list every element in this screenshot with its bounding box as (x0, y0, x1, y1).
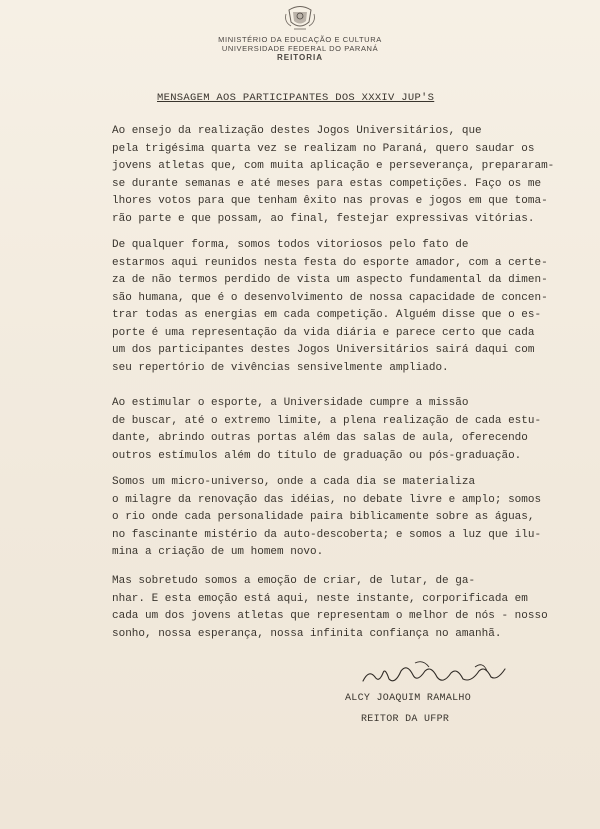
text-line: porte é uma representação da vida diária e parece certo que cada (112, 326, 535, 339)
text-line: Mas sobretudo somos a emoção de criar, de lutar, de ga- (112, 575, 476, 587)
text-line: Ao ensejo da realização destes Jogos Universitários, que (112, 125, 482, 137)
text-line: estarmos aqui reunidos nesta festa do esporte amador, com a certe- (112, 256, 548, 269)
ministry-name: MINISTÉRIO DA EDUCAÇÃO E CULTURA (218, 35, 382, 44)
handwritten-signature-icon (355, 657, 515, 689)
signer-block (345, 688, 471, 730)
text-line: De qualquer forma, somos todos vitoriosos pelo fato de (112, 239, 469, 251)
office-name: REITORIA (276, 53, 324, 62)
text-line: Ao estimular o esporte, a Universidade cumpre a missão (112, 397, 469, 409)
text-line: outros estímulos além do título de graduação ou pós-graduação. (112, 449, 522, 462)
text-line: nhar. E esta emoção está aqui, neste instante, corporificada em (112, 592, 528, 605)
text-line: rão parte e que possam, ao final, festejar expressivas vitórias. (112, 212, 535, 225)
signer-role: REITOR DA UFPR (361, 714, 450, 725)
text-line: cada um dos jovens atletas que representam o melhor de nós - nosso (112, 610, 548, 622)
paragraph-2 (112, 237, 572, 377)
text-line: lhores votos para que tenham êxito nas provas e jogos em que toma- (112, 195, 548, 207)
text-line: se durante semanas e até meses para estas competições. Faço os me (112, 177, 542, 190)
text-line: trar todas as energias em cada competição. Alguém disse que o es- (112, 309, 542, 321)
document-title: MENSAGEM AOS PARTICIPANTES DOS XXXIV JUP'S (157, 92, 435, 104)
text-line: de buscar, até o extremo limite, a plena realização de cada estu- (112, 414, 542, 427)
text-line: pela trigésima quarta vez se realizam no Paraná, quero saudar os (112, 142, 535, 155)
text-line: dante, abrindo outras portas além das salas de aula, oferecendo (112, 432, 528, 444)
text-line: Somos um micro-universo, onde a cada dia se materializa (112, 476, 476, 488)
university-name: UNIVERSIDADE FEDERAL DO PARANÁ (221, 44, 379, 53)
text-line: mina a criação de um homem novo. (112, 546, 324, 558)
text-line: o milagre da renovação das idéias, no debate livre e amplo; somos (112, 493, 542, 506)
paragraph-1 (112, 123, 572, 228)
text-line: um dos participantes destes Jogos Universitários sairá daqui com (112, 344, 535, 356)
text-line: za de não termos perdido de vista um aspecto fundamental da dimen- (112, 274, 548, 286)
paragraph-3 (112, 395, 572, 465)
text-line: jovens atletas que, com muita aplicação e perseverança, prepararam- (112, 160, 555, 172)
text-line: são humana, que é o desenvolvimento de nossa capacidade de concen- (112, 291, 548, 304)
text-line: o rio onde cada personalidade paira biblicamente sobre as águas, (112, 511, 535, 523)
coat-of-arms-seal-icon (283, 2, 317, 32)
text-line: no fascinante mistério da auto-descoberta; e somos a luz que ilu- (112, 528, 542, 541)
signer-name: ALCY JOAQUIM RAMALHO (345, 693, 472, 704)
paragraph-4 (112, 474, 572, 562)
letterhead (150, 35, 450, 62)
text-line: sonho, nossa esperança, nossa infinita confiança no amanhã. (112, 627, 502, 640)
text-line: seu repertório de vivências sensivelmente ampliado. (112, 361, 449, 374)
paragraph-5 (112, 573, 572, 643)
